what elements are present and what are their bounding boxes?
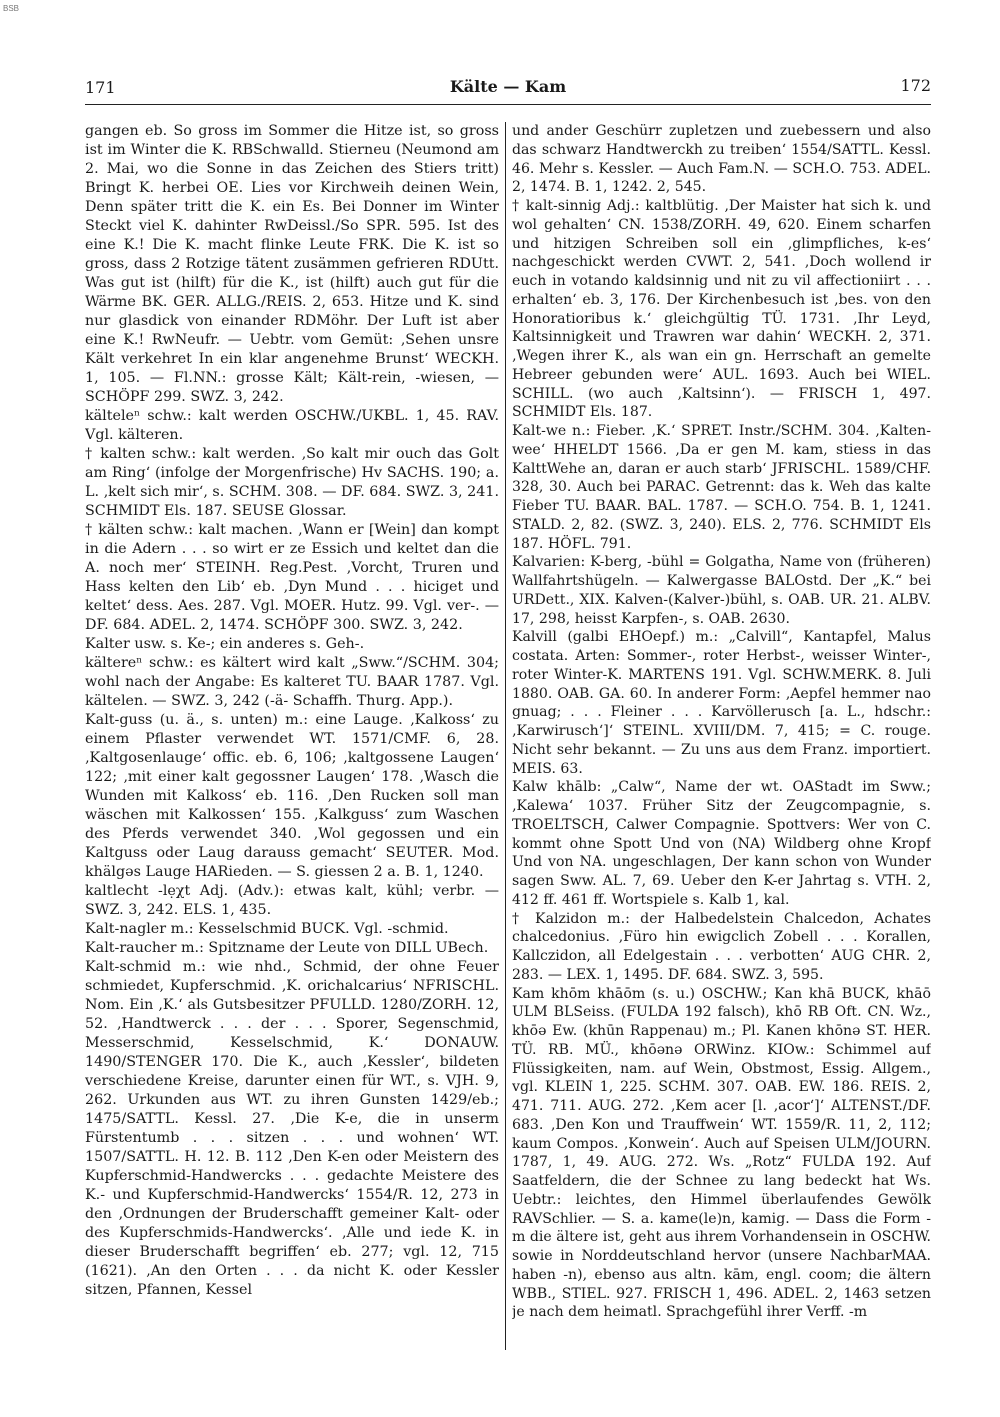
entry-paragraph: kälteleⁿ schw.: kalt werden OSCHW./UKBL. 1, 45. RAV. Vgl. kälteren.: [85, 408, 499, 443]
entry-paragraph: Kalvarien: K-berg, -bühl = Golgatha, Name von (früheren) Wallfahrtshügeln. — Kalwergasse BALOstd. Der „K.“ bei URDett., XIX. Kalven-(Kalver-)bühl, s. OAB. UR. 21. ALBV. 17, 298, heisst Karpfen-, s. OAB. 2630.: [512, 554, 931, 627]
entry-paragraph: † kalt-sinnig Adj.: kaltblütig. ‚Der Maister hat sich k. und wol gehalten‘ CN. 1538/ZORH. 49, 620. Einem scharfen und hitzigen Schreiben soll ein ‚glimpfliches, k-es‘ nachgeschickt werden CVWT. 2, 541. ‚Doch wollend ir euch in votando kaldsinnig und nit zu vil affectioniirt . . . erhalten‘ eb. 3, 176. Der Kirchenbesuch ist ‚bes. von den Honoratioribus k.‘ gleichgültig TÜ. 1731. ‚Ihr Leyd, Kaltsinnigkeit und Trawren war dahin‘ WECKH. 2, 371. ‚Wegen ihrer K., als wan ein gn. Herrschaft an gemelte Hebreer gebunden were‘ AUL. 1693. Auch bei WIEL. SCHILL. (wo auch ‚Kaltsinn‘). — FRISCH 1, 497. SCHMIDT Els. 187.: [512, 198, 931, 421]
entry-paragraph: Kalt-we n.: Fieber. ‚K.‘ SPRET. Instr./SCHM. 304. ‚Kalten-wee‘ HHELDT 1566. ‚Da er gen M. kam, stiess in das KalttWehe an, daran er auch starb‘ JFRISCHL. 1589/CHF. 328, 30. Auch bei PARAC. Getrennt: das k. Weh das kalte Fieber TU. BAAR. BAL. 1787. — SCH.O. 754. B. 1, 1241. STALD. 2, 82. (SWZ. 3, 240). ELS. 2, 776. SCHMIDT Els 187. HÖFL. 791.: [512, 423, 931, 552]
entry-paragraph: Kalt-guss (u. ä., s. unten) m.: eine Lauge. ‚Kalkoss‘ zu einem Pflaster verwendet WT. 1571/CMF. 6, 28. ‚Kaltgosenlauge‘ offic. eb. 6, 106; ‚kaltgossene Laugen‘ 122; ‚mit einer kalt gegossner Laugen‘ 178. ‚Wasch die Wunden mit Kalkoss‘ eb. 116. ‚Den Rucken soll man wäschen mit Kalkossen‘ 155. ‚Kalkguss‘ zum Waschen des Pferds verwendet 340. ‚Wol gegossen und ein Kaltguss oder Laug darauss gemacht‘ SEUTER. Mod. khälgəs Lauge HARieden. — S. giessen 2 a. B. 1, 1240.: [85, 712, 499, 880]
entry-paragraph: und ander Geschürr zupletzen und zuebessern und also das schwarz Handtwerckh zu treiben‘ 1554/SATTL. Kessl. 46. Mehr s. Kessler. — Auch Fam.N. — SCH.O. 753. ADEL. 2, 1474. B. 1, 1242. 2, 545.: [512, 123, 931, 196]
entry-paragraph: kältereⁿ schw.: es kältert wird kalt „Sww.“/SCHM. 304; wohl nach der Angabe: Es kalteret TU. BAAR 1787. Vgl. kältelen. — SWZ. 3, 242 (-ä- Schaffh. Thurg. App.).: [85, 655, 499, 709]
entry-paragraph: † kalten schw.: kalt werden. ‚So kalt mir ouch das Golt am Ring‘ (infolge der Morgenfrische) Hv SACHS. 190; a. L. ‚kelt sich mir‘, s. SCHM. 308. — DF. 684. SWZ. 3, 241. SCHMIDT Els. 187. SEUSE Glossar.: [85, 446, 499, 519]
entry-paragraph: Kam khōm khāōm (s. u.) OSCHW.; Kan khā BUCK, khāō ULM BLSeiss. (FULDA 192 falsch), khō RB Oft. CN. Wz., khōə Ew. (khūn Rappenau) m.; Pl. Kanen khōnə ST. HER. TÜ. RB. MÜ., khōənə ORWinz. KIOw.: Schimmel auf Flüssigkeiten, nam. auf Wein, Obstmost, Essig. Allgem., vgl. KLEIN 1, 225. SCHM. 307. OAB. EW. 186. REIS. 2, 471. 711. AUG. 272. ‚Kem acer [l. ‚acor‘]‘ ALTENST./DF. 683. ‚Den Kon und Trauffwein‘ WT. 1559/R. 11, 2, 112; kaum Compos. ‚Konwein‘. Auch auf Speisen ULM/JOURN. 1787, 1, 49. AUG. 272. Ws. „Rotz“ FULDA 192. Auf Saatfeldern, die der Schnee zu lang bedeckt hat Ws. Uebtr.: leichtes, den Himmel überlaufendes Gewölk RAVSchlier. — S. a. kame(le)n, kamig. — Dass die Form -m die ältere ist, geht aus ihrem Vorhandensein in OSCHW. sowie in Norddeutschland hervor (unsere NachbarMAA. haben -n), ebenso aus altn. kām, engl. coom; die ältern WBB., STIEL. 927. FRISCH 1, 496. ADEL. 2, 1463 setzen je nach dem heimatl. Sprachgefühl ihrer Verff. -m: [512, 985, 931, 1321]
entry-paragraph: Kalvill (galbi EHOepf.) m.: „Calvill“, Kantapfel, Malus costata. Arten: Sommer-, roter Herbst-, weisser Winter-, roter Winter-K. MARTENS 191. Vgl. SCHW.MERK. 8. Juli 1880. OAB. GA. 60. In anderer Form: ‚Aepfel hemmer nao gnuag; . . . Fleiner . . . Karvöllerusch [a. L., hdschr.: ‚Karwirusch‘]‘ STEINL. XVIII/DM. 7, 415; = C. rouge. Nicht sehr bekannt. — Zu uns aus dem Franz. importiert. MEIS. 63.: [512, 629, 931, 777]
entry-paragraph: kaltlecht -lẹχt Adj. (Adv.): etwas kalt, kühl; verbr. — SWZ. 3, 242. ELS. 1, 435.: [85, 883, 499, 918]
header-rule: [85, 104, 931, 105]
entry-paragraph: † kälten schw.: kalt machen. ‚Wann er [Wein] dan kompt in die Adern . . . so wirt er ze Essich und keltet dan die A. noch mer‘ STEINH. Reg.Pest. ‚Vorcht, Truren und Hass kelten den Lib‘ eb. ‚Dyn Mund . . . hiciget und keltet‘ dess. Aes. 287. Vgl. MOER. Hutz. 99. Vgl. ver-. — DF. 684. ADEL. 2, 1474. SCHÖPF 300. SWZ. 3, 242.: [85, 522, 499, 633]
entry-paragraph: Kalt-schmid m.: wie nhd., Schmid, der ohne Feuer schmiedet, Kupferschmid. ‚K. orichalcarius‘ NFRISCHL. Nom. Ein ‚K.‘ als Gutsbesitzer PFULLD. 1280/ZORH. 12, 52. ‚Handtwerck . . . der . . . Sporer, Segenschmid, Messerschmid, Kesselschmid, K.‘ DONAUW. 1490/STENGER 170. Die K., auch ‚Kessler‘, bildeten verschiedene Kreise, darunter einen für WT., s. VJH. 9, 262. Urkunden aus WT. zu ihren Gunsten 1429/eb.; 1475/SATTL. Kessl. 27. ‚Die K-e, die in unserm Fürstentumb . . . sitzen . . . und wohnen‘ WT. 1507/SATTL. H. 12. B. 112 ‚Den K-en oder Meistern des Kupferschmid-Handwercks . . . gedachte Meistere des K.- und Kupferschmid-Handwercks‘ 1554/R. 12, 273 in den ‚Ordnungen der Bruderschafft gemeiner Kalt- oder des Kupferschmids-Handwercks‘. ‚Alle und iede K. in dieser Bruderschafft begriffen‘ eb. 277; vgl. 12, 715 (1621). ‚An den Orten . . . da nicht K. oder Kessler sitzen, Pfannen, Kessel: [85, 959, 499, 1298]
running-title: Kälte — Kam: [449, 77, 567, 96]
entry-paragraph: † Kalzidon m.: der Halbedelstein Chalcedon, Achates chalcedonius. ‚Füro hin ewigclich Zobell . . . Korallen, Kallczidon, all Edelgestain . . . verbotten‘ AUG CHR. 2, 283. — LEX. 1, 1495. DF. 684. SWZ. 3, 595.: [512, 910, 931, 983]
page-header: [85, 76, 931, 100]
entry-paragraph: Kalter usw. s. Ke-; ein anderes s. Geh-.: [85, 636, 365, 652]
page-number-right: 172: [900, 76, 931, 95]
entry-paragraph: gangen eb. So gross im Sommer die Hitze ist, so gross ist im Winter die K. RBSchwalld. Stierneu (Neumond am 2. Mai, wo die Sonne in das Zeichen des Stiers tritt) Bringt K. herbei OE. Lies vor Kirchweih deinen Wein, Denn später tritt die K. ein Es. Bei Donner im Winter Steckt viel K. dahinter RwDeissl./So SPR. 595. Ist des eine K.! Die K. macht flinke Leute FRK. Die K. ist so gross, dass 2 Rotzige tätent zusämmen gefrieren RDUtt. Was gut ist (hilft) für die K., ist (hilft) auch gut für die Wärme BK. GER. ALLG./REIS. 2, 653. Hitze und K. sind nur glasdick von einander RDMöhr. Der Luft ist aber eine K.! RwNeufr. — Uebtr. vom Gemüt: ‚Sehen unsre Kält verkehret In ein klar angenehme Brunst‘ WECKH. 1, 105. — Fl.NN.: grosse Kält; Kält-rein, -wiesen, — SCHÖPF 299. SWZ. 3, 242.: [85, 123, 499, 405]
library-stamp: BSB: [3, 4, 20, 13]
column-divider: [505, 122, 506, 1350]
entry-paragraph: Kalt-nagler m.: Kesselschmid BUCK. Vgl. -schmid.: [85, 921, 449, 937]
entry-paragraph: Kalw khālb: „Calw“, Name der wt. OAStadt im Sww.; ‚Kalewa‘ 1037. Früher Sitz der Zeugcompagnie, s. TROELTSCH, Calwer Compagnie. Spottvers: Wer von C. kommt ohne Spott Und von (NA) Wildberg ohne Kropf Und von NA. ungeschlagen, Der kann schon von Wunder sagen Sww. AL. 7, 69. Ueber den K-er Jahrtag s. VTH. 2, 412 ff. 461 ff. Wortspiele s. Kalb 1, kal.: [512, 779, 931, 908]
entry-paragraph: Kalt-raucher m.: Spitzname der Leute von DILL UBech.: [85, 940, 489, 956]
page-number-left: 171: [85, 78, 116, 97]
left-column: [85, 122, 499, 1354]
right-column: [512, 122, 931, 1354]
